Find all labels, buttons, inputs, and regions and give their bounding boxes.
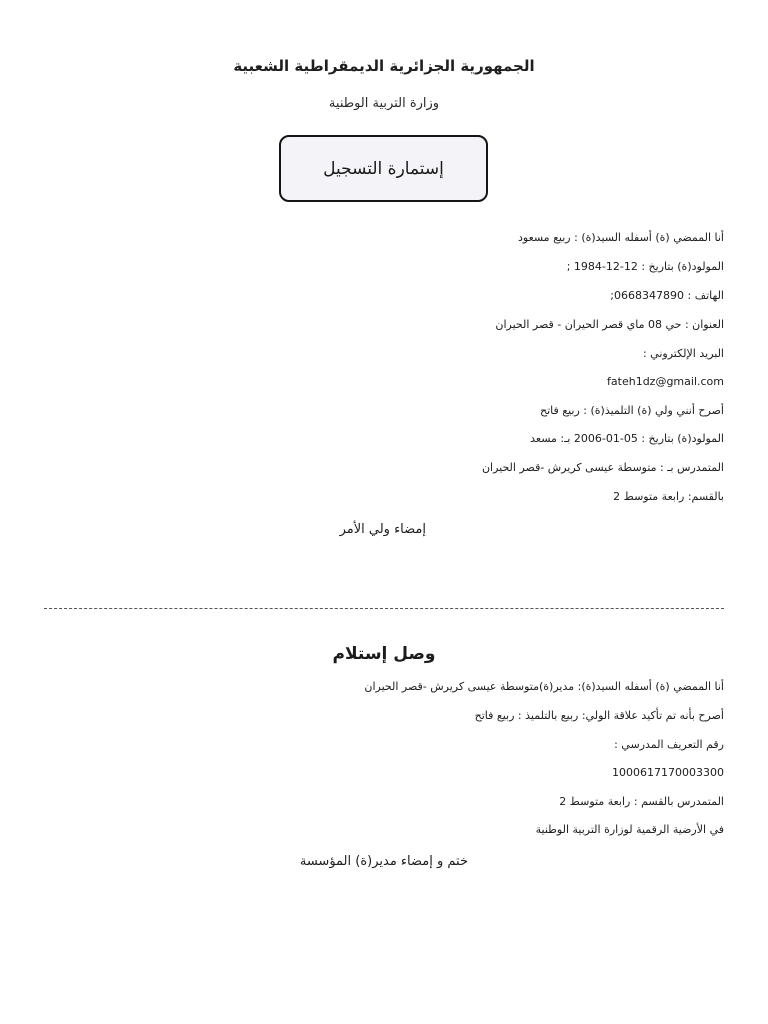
receipt-field-platform: في الأرضية الرقمية لوزارة التربية الوطنية [535, 823, 724, 836]
director-signature-label: ختم و إمضاء مدير(ة) المؤسسة [299, 854, 468, 869]
registration-field-signer: أنا الممضي (ة) أسفله السيد(ة) : ربيع مسعود [517, 231, 724, 244]
registration-field-class: بالقسم: رابعة متوسط 2 [613, 490, 724, 503]
receipt-field-school-id-label: رقم التعريف المدرسي : [614, 738, 724, 751]
registration-field-school: المتمدرس بـ : متوسطة عيسى كريرش -قصر الحيران [481, 461, 724, 474]
form-title-box [279, 135, 488, 202]
registration-field-signer-birthdate: المولود(ة) بتاريخ : 12-12-1984 ; [566, 260, 724, 273]
registration-field-student-birthdate: المولود(ة) بتاريخ : 05-01-2006 بـ: مسعد [530, 432, 724, 445]
registration-field-phone: الهاتف : 0668347890; [610, 289, 724, 302]
registration-field-email-value: fateh1dz@gmail.com [607, 375, 724, 388]
registration-field-email-label: البريد الإلكتروني : [642, 347, 724, 360]
republic-heading: الجمهورية الجزائرية الديمقراطية الشعبية [233, 57, 535, 75]
ministry-heading: وزارة التربية الوطنية [328, 96, 440, 111]
guardian-signature-label: إمضاء ولي الأمر [339, 522, 426, 537]
receipt-field-director: أنا الممضي (ة) أسفله السيد(ة): مدير(ة)متوسطة عيسى كريرش -قصر الحيران [364, 680, 724, 693]
section-separator [44, 608, 724, 609]
receipt-title: وصل إستلام [332, 644, 436, 664]
registration-field-address: العنوان : حي 08 ماي قصر الحيران - قصر الحيران [495, 318, 724, 331]
receipt-field-school-id-value: 1000617170003300 [612, 766, 724, 779]
receipt-field-confirmation: أصرح بأنه تم تأكيد علاقة الولي: ربيع بالتلميذ : ربيع فاتح [474, 709, 724, 722]
form-title: إستمارة التسجيل [323, 158, 444, 179]
receipt-field-class: المتمدرس بالقسم : رابعة متوسط 2 [559, 795, 724, 808]
registration-field-guardian-of: أصرح أنني ولي (ة) التلميذ(ة) : ربيع فاتح [539, 404, 724, 417]
